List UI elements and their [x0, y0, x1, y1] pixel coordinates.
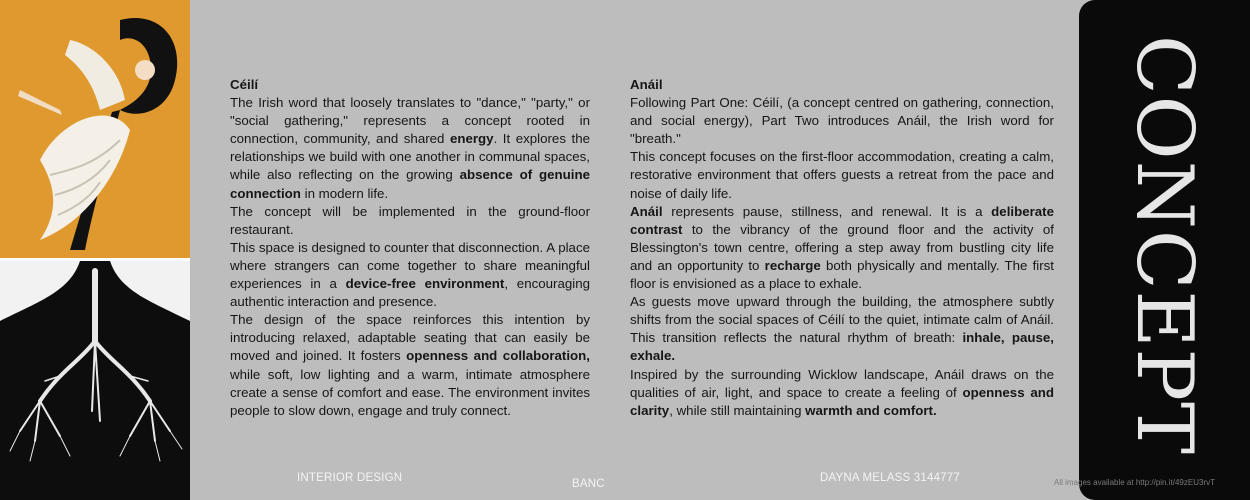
art-deco-dancers-image	[0, 0, 190, 258]
ceili-text-column	[230, 76, 590, 420]
ceili-paragraph-3: This space is designed to counter that disconnection. A place where strangers can come together to share meaningful experiences in a device-free environment, encouraging authentic interaction and presence.	[230, 239, 590, 310]
image-credit: All images available at http://pin.it/49zEU3rvT	[1054, 478, 1215, 487]
footer-interior-design: INTERIOR DESIGN	[297, 472, 403, 484]
anail-paragraph-5: Inspired by the surrounding Wicklow landscape, Anáil draws on the qualities of air, light, and space to create a feeling of openness and clarity, while still maintaining warmth and comfort.	[630, 366, 1055, 418]
anail-paragraph-3: Anáil represents pause, stillness, and renewal. It is a deliberate contrast to the vibrancy of the ground floor and the activity of Blessington's town centre, offering a step away from bustling city life and an opportunity to recharge both physically and mentally. The first floor is envisioned as a place to exhale.	[630, 203, 1055, 292]
anail-heading: Anáil	[630, 77, 663, 92]
concept-side-panel	[1079, 0, 1250, 500]
footer-author: DAYNA MELASS 3144777	[820, 472, 960, 484]
ceili-paragraph-4: The design of the space reinforces this intention by introducing relaxed, adaptable seating that can easily be moved and joined. It fosters openness and collaboration, while soft, low lighting and a warm, intimate atmosphere create a sense of comfort and ease. The environment invites people to slow down, engage and truly connect.	[230, 312, 590, 418]
concept-title: CONCEPT	[1119, 34, 1209, 456]
ceili-paragraph-2: The concept will be implemented in the ground-floor restaurant.	[230, 203, 590, 237]
anail-paragraph-1: Following Part One: Céilí, (a concept centred on gathering, connection, and social energy), Part Two introduces Anáil, the Irish word for "breath."	[630, 95, 1054, 147]
ceili-paragraph-1: The Irish word that loosely translates to "dance," "party," or "social gathering," represents a concept rooted in connection, community, and shared energy. It explores the relationships we build with one another in communal spaces, while also reflecting on the growing absence of genuine connection in modern life.	[230, 95, 590, 201]
ceili-heading: Céilí	[230, 77, 259, 92]
anail-text-column	[630, 76, 1054, 420]
footer-banc: BANC	[572, 478, 605, 490]
xray-lung-tree-image	[0, 261, 190, 500]
anail-paragraph-2: This concept focuses on the first-floor accommodation, creating a calm, restorative environment that offers guests a retreat from the pace and noise of daily life.	[630, 149, 1054, 201]
anail-paragraph-4: As guests move upward through the building, the atmosphere subtly shifts from the social spaces of Céilí to the quiet, intimate calm of Anáil. This transition reflects the natural rhythm of breath: inhale, pause, exhale.	[630, 294, 1054, 364]
